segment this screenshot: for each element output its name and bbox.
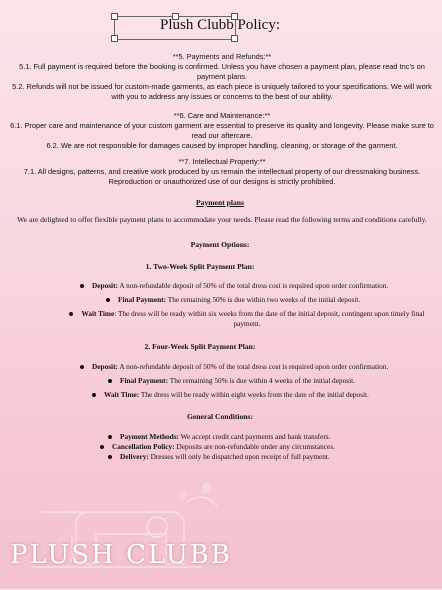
plan2-deposit: Deposit: A non-refundable deposit of 50% of the total dress cost is required upon order confirmation. bbox=[80, 362, 430, 372]
general-conditions-heading: General Conditions: bbox=[186, 412, 254, 421]
resize-handle[interactable] bbox=[111, 35, 118, 42]
plans-intro: We are delighted to offer flexible payment plans to accommodate your needs. Please read the following terms and conditions carefully. bbox=[17, 215, 427, 224]
plan1-final: Final Payment: The remaining 50% is due within two weeks of the initial deposit. bbox=[106, 295, 426, 305]
bullet-icon bbox=[92, 393, 96, 397]
care-heading: **6. Care and Maintenance:** bbox=[173, 111, 271, 120]
page-title: Plush Clubb Policy: bbox=[159, 17, 281, 33]
clause-7-1: 7.1. All designs, patterns, and creative work produced by us remain the intellectual property of our dressmaking business. Reproduction or unauthorized use of our designs is strictly prohibited. bbox=[23, 167, 421, 186]
bullet-icon bbox=[108, 455, 112, 459]
plan1-deposit: Deposit: A non-refundable deposit of 50% of the total dress cost is required upon order confirmation. bbox=[80, 281, 430, 291]
plan2-title: 2. Four-Week Split Payment Plan: bbox=[144, 342, 256, 351]
resize-handle[interactable] bbox=[231, 35, 238, 42]
brand-watermark: PLUSH CLUBB bbox=[10, 540, 232, 570]
payment-plans-heading: Payment plans bbox=[196, 198, 244, 207]
bullet-icon bbox=[100, 445, 104, 449]
clause-6-2: 6.2. We are not responsible for damages caused by improper handling, cleaning, or storage of the garment. bbox=[46, 141, 398, 150]
plan2-wait: Wait Time: The dress will be ready within eight weeks from the date of the initial deposit. bbox=[92, 390, 432, 400]
clause-6-1: 6.1. Proper care and maintenance of your custom garment are essential to preserve its quality and longevity. Please make sure to read our aftercare. bbox=[10, 121, 434, 140]
bullet-icon bbox=[80, 365, 84, 369]
bullet-icon bbox=[69, 312, 73, 316]
clause-5-2: 5.2. Refunds will not be issued for custom-made garments, as each piece is uniquely tailored to your specifications. We will work with you to address any issues or concerns to the best of our ability. bbox=[12, 82, 432, 101]
bullet-icon bbox=[108, 435, 112, 439]
payments-heading: **5. Payments and Refunds:** bbox=[172, 52, 272, 61]
payment-options-heading: Payment Options: bbox=[190, 240, 250, 249]
clause-5-1: 5.1. Full payment is required before the booking is confirmed. Unless you have chosen a payment plan, please read tnc's on payment plans. bbox=[19, 62, 425, 81]
sewing-machine-watermark-icon bbox=[2, 472, 232, 590]
plan2-final: Final Payment: The remaining 50% is due within 4 weeks of the initial deposit. bbox=[108, 376, 428, 386]
payment-methods-item: Payment Methods: We accept credit card payments and bank transfers. bbox=[108, 432, 428, 442]
plan1-title: 1. Two-Week Split Payment Plan: bbox=[145, 262, 255, 271]
bullet-icon bbox=[106, 298, 110, 302]
delivery-item: Delivery: Dresses will only be dispatched upon receipt of full payment. bbox=[108, 452, 428, 462]
ip-heading: **7. Intellectual Property:** bbox=[178, 157, 266, 166]
document-page bbox=[2, 2, 438, 586]
cancellation-item: Cancellation Policy: Deposits are non-refundable under any circumstances. bbox=[100, 442, 430, 452]
bullet-icon bbox=[80, 284, 84, 288]
plan1-wait: Wait Time: The dress will be ready within six weeks from the date of the initial deposit, contingent upon timely final payment. bbox=[57, 309, 437, 329]
bullet-icon bbox=[108, 379, 112, 383]
